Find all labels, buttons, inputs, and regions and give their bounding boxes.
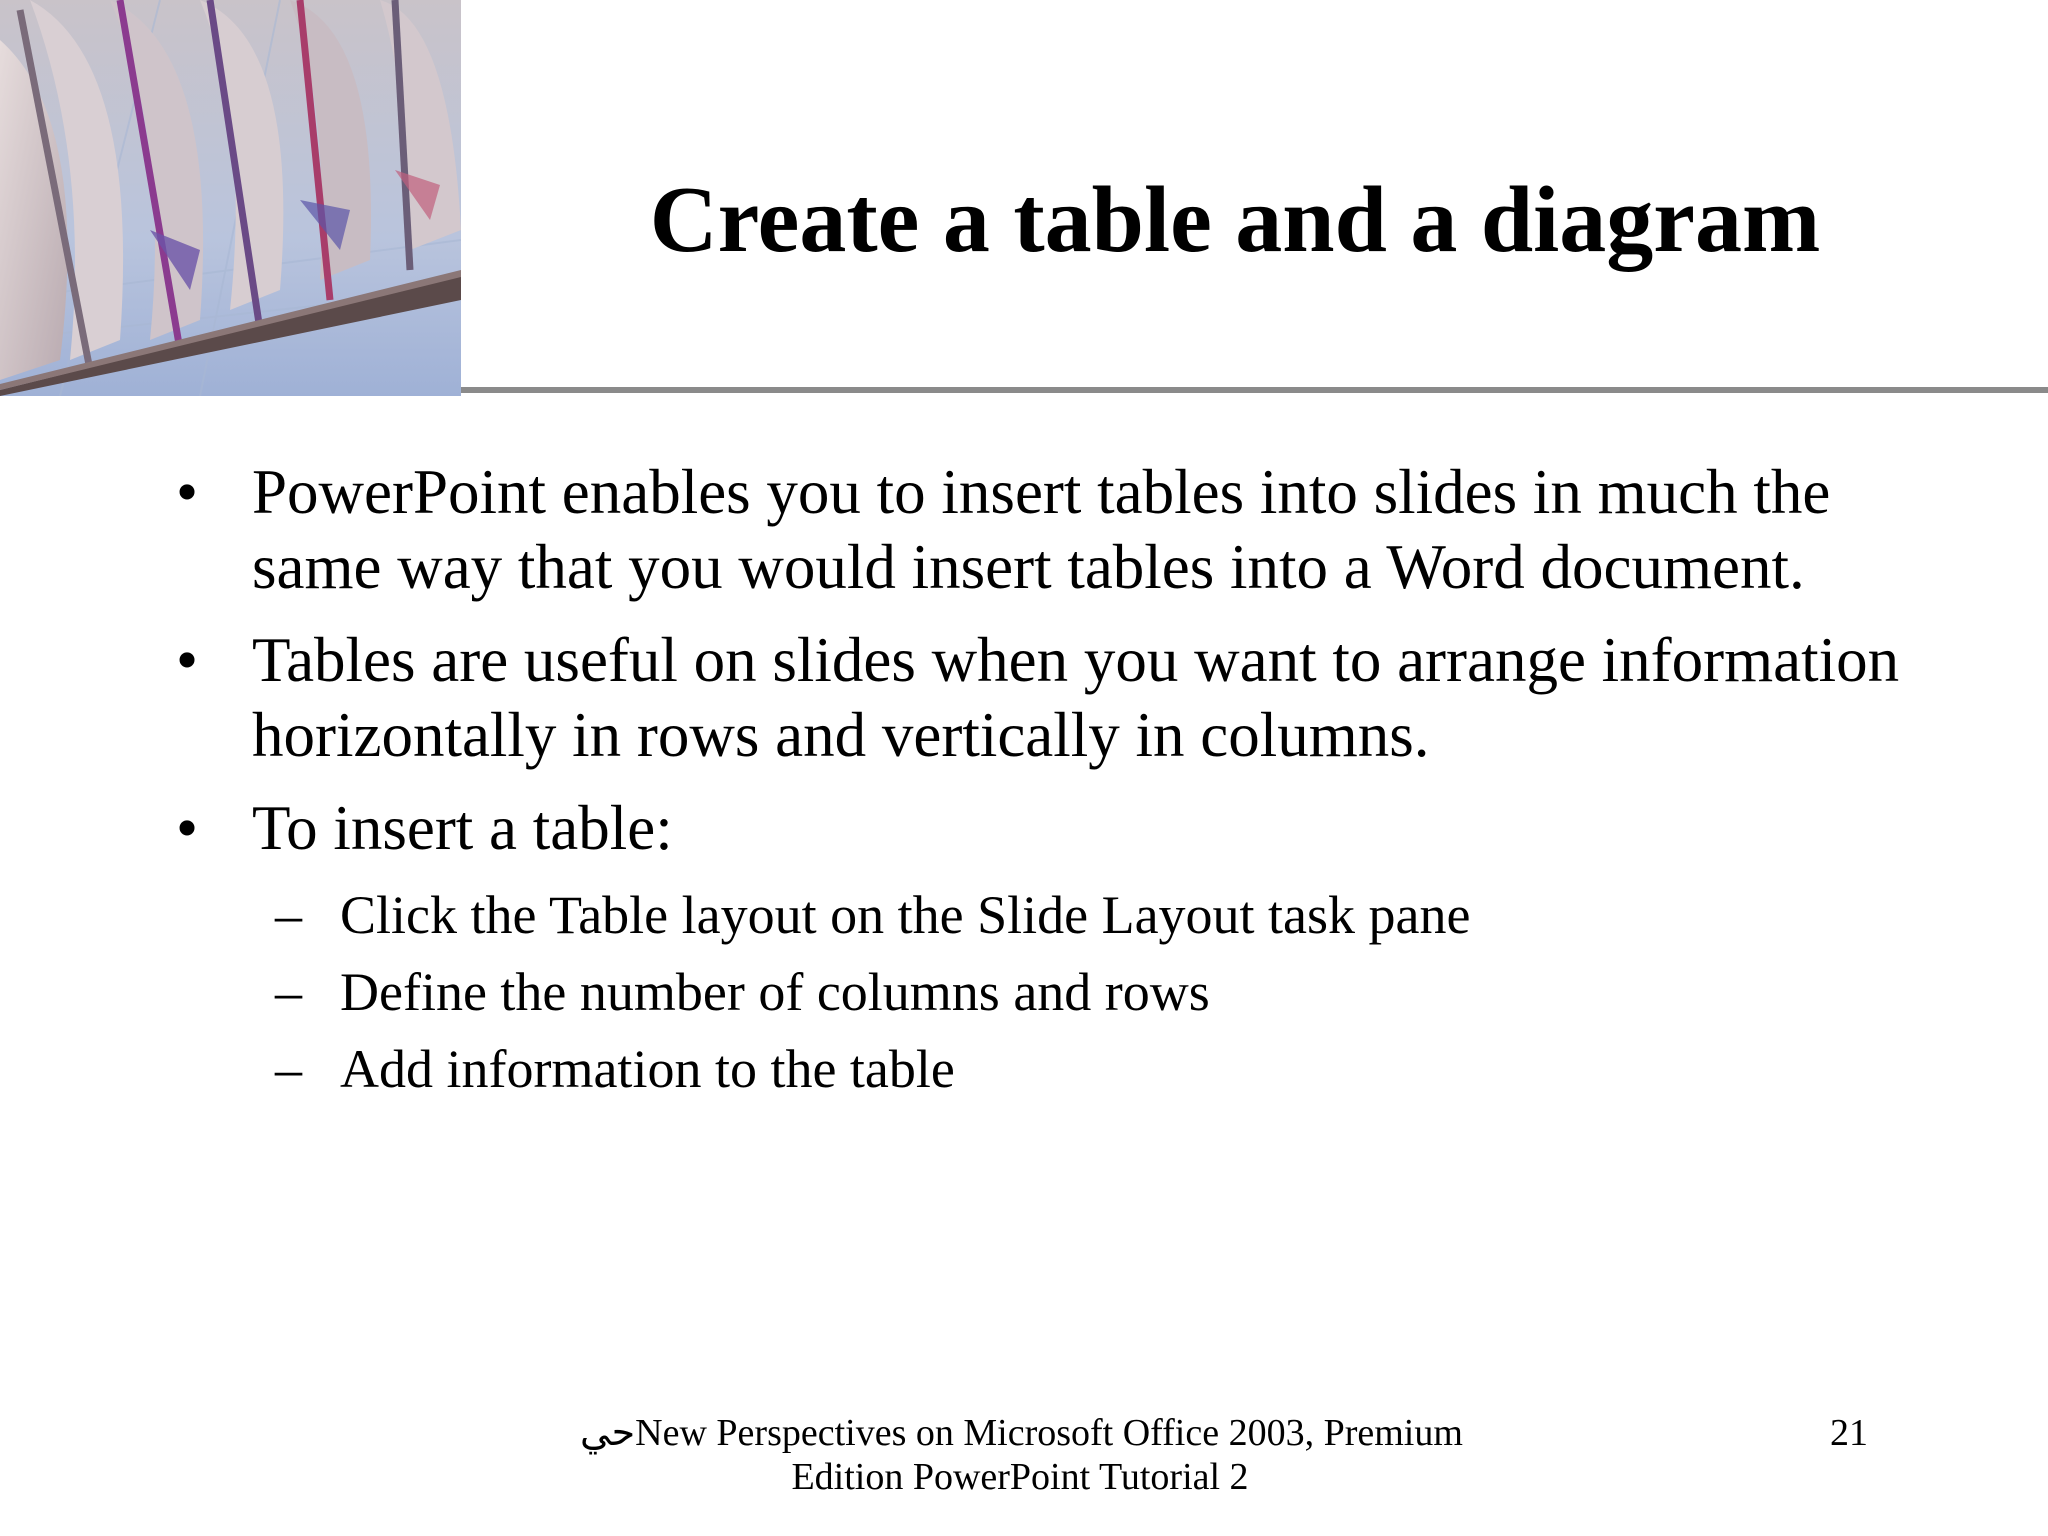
sails-photo: [0, 0, 461, 396]
bullet-marker: •: [176, 625, 199, 695]
footer-line-1: حيNew Perspectives on Microsoft Office 2003, Premium: [580, 1412, 1463, 1454]
sub-bullet-marker: –: [275, 1039, 302, 1099]
bullet-marker: •: [176, 793, 199, 863]
slide-number: 21: [1830, 1412, 1868, 1454]
bullet-marker: •: [176, 457, 199, 527]
bullet-text: PowerPoint enables you to insert tables into slides in much the same way that you would insert tables into a Word document.: [252, 457, 1831, 602]
footer-line-2: Edition PowerPoint Tutorial 2: [791, 1456, 1249, 1498]
bullet-item: [170, 455, 1950, 605]
sub-bullet-text: Add information to the table: [340, 1039, 955, 1099]
sub-bullet-marker: –: [275, 885, 302, 945]
sub-bullet-item: [170, 961, 1950, 1024]
slide-title: Create a table and a diagram: [649, 168, 1821, 272]
title-divider: [461, 387, 2048, 393]
bullet-text: Tables are useful on slides when you want to arrange information horizontally in rows and vertically in columns.: [252, 625, 1900, 770]
bullet-text: To insert a table:: [252, 793, 673, 863]
bullet-list: [170, 455, 1950, 1115]
footer-caption: [580, 1411, 1463, 1499]
sub-bullet-text: Click the Table layout on the Slide Layout task pane: [340, 885, 1471, 945]
sub-bullet-item: [170, 1038, 1950, 1101]
bullet-item: [170, 623, 1950, 773]
bullet-item: [170, 791, 1950, 866]
sub-bullet-text: Define the number of columns and rows: [340, 962, 1210, 1022]
sub-bullet-marker: –: [275, 962, 302, 1022]
sub-bullet-item: [170, 884, 1950, 947]
